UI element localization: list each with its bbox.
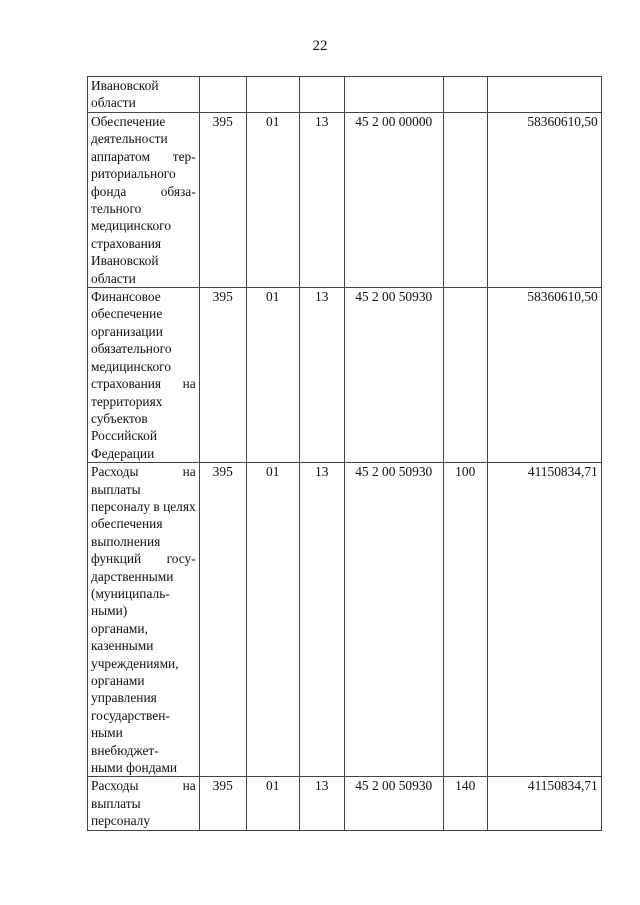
item-name-line: функций госу-: [91, 551, 196, 567]
amount-cell: [487, 77, 601, 113]
target-article-cell: 45 2 00 50930: [344, 288, 443, 463]
budget-table-body: [88, 77, 602, 831]
section-code-cell: [246, 77, 299, 113]
amount-cell: 41150834,71: [487, 463, 601, 777]
admin-code-cell: 395: [199, 113, 246, 288]
item-name-line: государствен-: [91, 707, 170, 723]
target-article-cell: 45 2 00 50930: [344, 463, 443, 777]
section-code-cell: 01: [246, 777, 299, 830]
admin-code-cell: [199, 77, 246, 113]
item-name-line: учреждениями,: [91, 655, 179, 671]
item-name-line: деятельности: [91, 131, 168, 147]
expense-type-cell: [443, 77, 487, 113]
budget-table: [87, 76, 602, 831]
target-article-cell: 45 2 00 50930: [344, 777, 443, 830]
table-row: [88, 777, 602, 830]
section-code-cell: 01: [246, 113, 299, 288]
item-name-line: обеспечения: [91, 516, 163, 532]
item-name-line: Российской: [91, 428, 157, 444]
item-name-line: казенными: [91, 638, 154, 654]
expense-type-cell: [443, 288, 487, 463]
item-name-line: ными: [91, 725, 123, 741]
admin-code-cell: 395: [199, 777, 246, 830]
item-name-line: внебюджет-: [91, 742, 159, 758]
subsection-code-cell: [299, 77, 344, 113]
item-name-line: страхования: [91, 235, 162, 251]
subsection-code-cell: 13: [299, 463, 344, 777]
section-code-cell: 01: [246, 463, 299, 777]
item-name-line: фонда обяза-: [91, 183, 196, 199]
item-name-line: (муниципаль-: [91, 585, 170, 601]
table-row: [88, 113, 602, 288]
subsection-code-cell: 13: [299, 113, 344, 288]
subsection-code-cell: 13: [299, 288, 344, 463]
item-name-line: медицинского: [91, 358, 172, 374]
expense-type-cell: 100: [443, 463, 487, 777]
item-name-line: области: [91, 270, 136, 286]
item-name-line: области: [91, 95, 136, 111]
item-name-line: Обеспечение: [91, 114, 166, 129]
item-name-line: органами,: [91, 620, 148, 636]
item-name-line: риториального: [91, 166, 176, 182]
item-name-line: персоналу в целях: [91, 498, 196, 514]
item-name-cell: [88, 463, 200, 777]
item-name-line: обязательного: [91, 341, 172, 357]
item-name-line: выполнения: [91, 533, 161, 549]
item-name-line: Федерации: [91, 445, 155, 461]
target-article-cell: [344, 77, 443, 113]
item-name-line: страхования на: [91, 376, 196, 392]
item-name-line: органами: [91, 673, 145, 688]
item-name-line: обеспечение: [91, 306, 163, 322]
item-name-line: Финансовое: [91, 289, 161, 305]
item-name-cell: [88, 288, 200, 463]
item-name-line: выплаты: [91, 481, 141, 497]
item-name-line: выплаты: [91, 795, 141, 811]
subsection-code-cell: 13: [299, 777, 344, 830]
amount-cell: 58360610,50: [487, 288, 601, 463]
amount-cell: 58360610,50: [487, 113, 601, 288]
item-name-line: тельного: [91, 201, 142, 217]
item-name-cell: [88, 77, 200, 113]
item-name-line: ными фондами: [91, 760, 178, 776]
expense-type-cell: [443, 113, 487, 288]
item-name-cell: [88, 113, 200, 288]
expense-type-cell: 140: [443, 777, 487, 830]
section-code-cell: 01: [246, 288, 299, 463]
item-name-line: персоналу: [91, 813, 151, 829]
item-name-line: Ивановской: [91, 78, 159, 93]
item-name-cell: [88, 777, 200, 830]
item-name-line: аппаратом тер-: [91, 148, 196, 164]
item-name-line: субъектов: [91, 410, 148, 426]
target-article-cell: 45 2 00 00000: [344, 113, 443, 288]
item-name-line: управления: [91, 690, 157, 706]
item-name-line: территориях: [91, 393, 163, 409]
table-row: [88, 77, 602, 113]
item-name-line: ными): [91, 603, 128, 619]
item-name-line: организации: [91, 323, 163, 339]
admin-code-cell: 395: [199, 288, 246, 463]
item-name-line: Расходы на: [91, 464, 196, 480]
item-name-line: Расходы на: [91, 778, 196, 794]
page-number: 22: [312, 38, 328, 54]
table-row: [88, 463, 602, 777]
item-name-line: Ивановской: [91, 253, 159, 269]
amount-cell: 41150834,71: [487, 777, 601, 830]
item-name-line: дарственными: [91, 568, 174, 584]
table-row: [88, 288, 602, 463]
item-name-line: медицинского: [91, 218, 172, 234]
admin-code-cell: 395: [199, 463, 246, 777]
